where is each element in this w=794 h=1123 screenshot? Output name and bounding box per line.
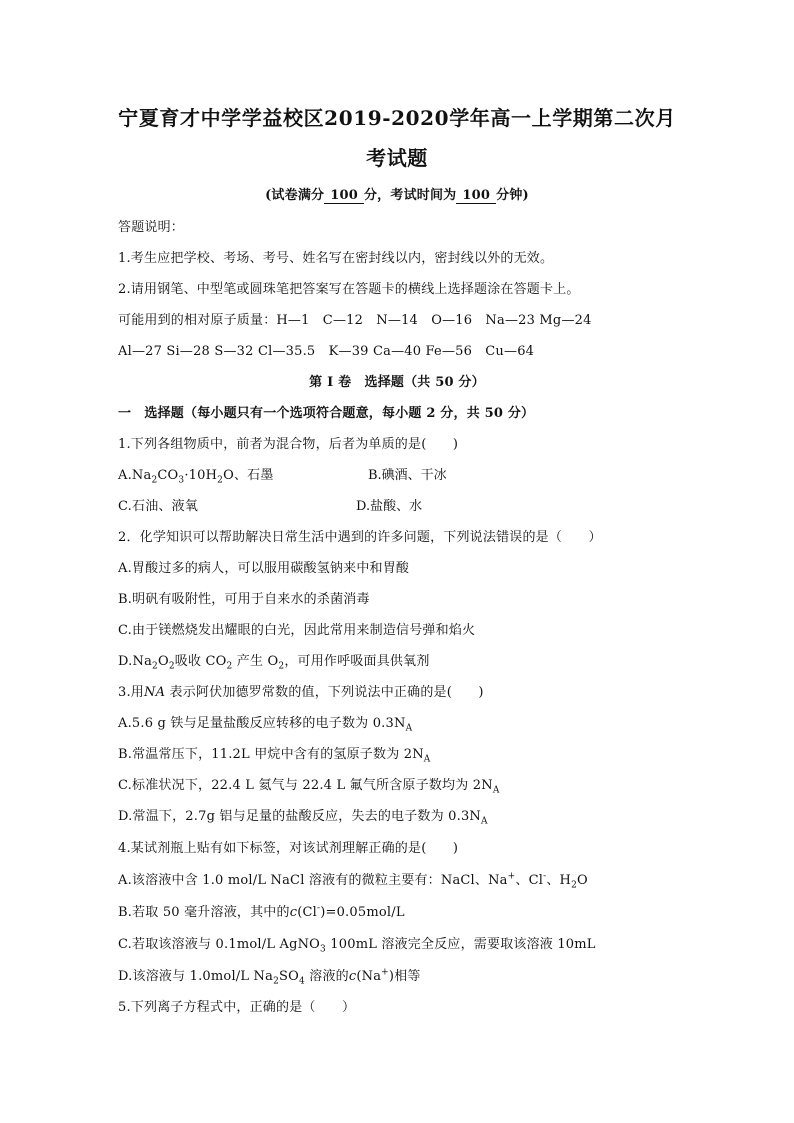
q4-d-sup: + <box>381 967 389 978</box>
q4-c-text: 100mL 溶液完全反应，需要取该溶液 10mL <box>325 937 596 952</box>
question-2-stem: 2．化学知识可以帮助解决日常生活中遇到的许多问题，下列说法错误的是（ ） <box>118 530 602 545</box>
question-3-option-d <box>118 809 488 825</box>
q1-a-text: O、石墨 <box>223 468 274 483</box>
q1-a-sub: 3 <box>178 475 185 486</box>
question-3-option-a <box>118 716 412 732</box>
exam-title-line2: 考试题 <box>366 146 428 170</box>
q4-d-sub: 2 <box>273 976 280 987</box>
q1-a-text: ·10H <box>184 468 218 483</box>
question-2-option-c: C.由于镁燃烧发出耀眼的白光，因此常用来制造信号弹和焰火 <box>118 623 476 638</box>
q4-d-text: SO <box>279 969 299 984</box>
q4-d-sub: 4 <box>299 976 305 987</box>
q4-c-text: C.若取该溶液与 0.1mol/L AgNO <box>118 937 321 952</box>
q2-d-text: O <box>157 654 169 669</box>
q3-c-text: C.标准状况下，22.4 L 氦气与 22.4 L 氟气所含原子数均为 2N <box>118 778 493 793</box>
q3-stem-text: 3.用 <box>118 685 145 700</box>
q2-d-text: 产生 O <box>232 654 279 669</box>
instruction-item-1: 1.考生应把学校、考场、考号、姓名写在密封线以内，密封线以外的无效。 <box>118 251 554 266</box>
q2-d-text: ，可用作呼吸面具供氧剂 <box>284 654 430 669</box>
question-3-option-b <box>118 747 430 763</box>
q4-a-text: 、H <box>546 873 572 888</box>
q4-b-text: B.若取 50 毫升溶液，其中的 <box>118 905 290 920</box>
q2-d-text: 吸收 CO <box>174 654 227 669</box>
q4-c-sub: 3 <box>320 944 326 955</box>
question-2-option-d <box>118 654 430 670</box>
question-2-option-a: A.胃酸过多的病人，可以服用碳酸氢钠来中和胃酸 <box>118 561 410 576</box>
q2-d-sub: 2 <box>226 661 233 672</box>
q4-b-text: (Cl <box>297 905 317 920</box>
question-4-option-c <box>118 937 596 953</box>
question-2-option-b: B.明矾有吸附性，可用于自来水的杀菌消毒 <box>118 592 370 607</box>
q3-a-sub: A <box>405 723 413 734</box>
question-4-option-d <box>118 969 421 985</box>
part-title: 一 选择题（每小题只有一个选项符合题意，每小题 2 分，共 50 分） <box>118 406 535 421</box>
question-1-option-d: D.盐酸、水 <box>356 499 423 514</box>
question-1-stem: 1.下列各组物质中，前者为混合物，后者为单质的是( ) <box>118 437 459 452</box>
q4-b-sup: - <box>316 903 321 914</box>
exam-time-value: 100 <box>456 189 496 204</box>
q1-a-sub: 2 <box>217 475 224 486</box>
q4-a-text: A.该溶液中含 1.0 mol/L NaCl 溶液有的微粒主要有：NaCl、Na <box>118 873 508 888</box>
q4-a-text: 、Cl <box>515 873 544 888</box>
q3-b-text: B.常温常压下，11.2L 甲烷中含有的氢原子数为 2N <box>118 747 424 762</box>
q4-d-text: D.该溶液与 1.0mol/L Na <box>118 969 274 984</box>
instruction-item-2: 2.请用钢笔、中型笔或圆珠笔把答案写在答题卡的横线上选择题涂在答题卡上。 <box>118 282 580 297</box>
instructions-heading: 答题说明： <box>118 220 185 235</box>
q3-d-text: D.常温下，2.7g 铝与足量的盐酸反应，失去的电子数为 0.3N <box>118 809 482 824</box>
q4-b-text: )=0.05mol/L <box>320 905 405 920</box>
q4-d-text: 溶液的 <box>304 969 349 984</box>
volume-title: 第 I 卷 选择题（共 50 分） <box>309 375 485 390</box>
question-4-option-a <box>118 873 588 889</box>
q2-d-text: D.Na <box>118 654 153 669</box>
q2-d-sub: 2 <box>278 661 285 672</box>
question-1-option-a <box>118 468 274 484</box>
q3-stem-text: 表示阿伏加德罗常数的值，下列说法中正确的是( ) <box>165 685 484 700</box>
full-score-value: 100 <box>324 189 364 204</box>
q2-d-sub: 2 <box>168 661 175 672</box>
q4-d-c: c <box>348 969 357 984</box>
q1-a-sub: 2 <box>151 475 158 486</box>
q4-a-sub: 2 <box>571 880 578 891</box>
q4-a-sup: - <box>543 871 547 882</box>
q3-c-sub: A <box>492 785 500 796</box>
q4-a-sup: + <box>507 871 516 882</box>
question-4-option-b <box>118 905 405 921</box>
q4-d-text: )相等 <box>388 969 421 984</box>
question-1-option-c: C.石油、液氧 <box>118 499 199 514</box>
exam-info-suffix: 分钟) <box>496 188 529 203</box>
q3-d-sub: A <box>481 816 488 827</box>
q1-a-text: CO <box>157 468 179 483</box>
question-3-stem <box>118 685 484 701</box>
question-1-option-b: B.碘酒、干冰 <box>368 468 447 483</box>
exam-info-middle: 分，考试时间为 <box>363 188 457 203</box>
atomic-mass-line-1: 可能用到的相对原子质量：H—1 C—12 N—14 O—16 Na—23 Mg—24 <box>118 313 592 328</box>
exam-info <box>0 188 794 204</box>
q4-b-c: c <box>289 905 298 920</box>
q3-a-text: A.5.6 g 铁与足量盐酸反应转移的电子数为 0.3N <box>118 716 406 731</box>
exam-title-line1: 宁夏育才中学学益校区2019-2020学年高一上学期第二次月 <box>118 106 676 130</box>
atomic-mass-line-2: Al—27 Si—28 S—32 Cl—35.5 K—39 Ca—40 Fe—56 Cu—64 <box>118 344 535 359</box>
exam-info-prefix: (试卷满分 <box>265 188 325 203</box>
q3-b-sub: A <box>423 754 431 765</box>
q4-d-text: (Na <box>356 969 382 984</box>
question-3-option-c <box>118 778 500 794</box>
question-5-stem: 5.下列离子方程式中，正确的是（ ） <box>118 1000 356 1015</box>
q2-d-sub: 2 <box>152 661 158 672</box>
question-4-stem: 4.某试剂瓶上贴有如下标签，对该试剂理解正确的是( ) <box>118 841 459 856</box>
q3-stem-na: NA <box>144 685 166 700</box>
q1-a-text: A.Na <box>118 468 152 483</box>
q4-a-text: O <box>577 873 588 888</box>
